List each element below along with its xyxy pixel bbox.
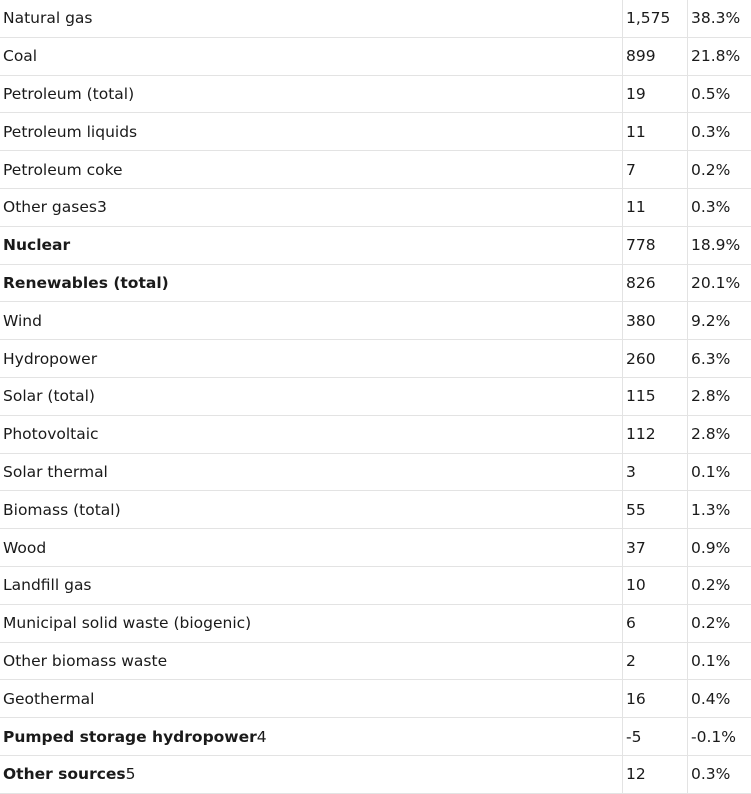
source-label: Wood [3, 539, 46, 557]
value-cell: 778 [623, 226, 688, 264]
source-label: Wind [3, 312, 42, 330]
value-cell: 3 [623, 453, 688, 491]
table-row [0, 529, 751, 567]
source-cell [0, 226, 623, 264]
value-cell: 16 [623, 680, 688, 718]
source-cell [0, 188, 623, 226]
value-cell: 6 [623, 604, 688, 642]
source-cell [0, 529, 623, 567]
value-cell: 1,575 [623, 0, 688, 37]
source-label: Petroleum liquids [3, 123, 137, 141]
share-cell: -0.1% [688, 718, 751, 756]
table-row [0, 755, 751, 793]
share-cell: 0.3% [688, 188, 751, 226]
table-row [0, 377, 751, 415]
table-row [0, 264, 751, 302]
share-cell: 20.1% [688, 264, 751, 302]
value-cell: 37 [623, 529, 688, 567]
table-row [0, 453, 751, 491]
share-cell: 0.5% [688, 75, 751, 113]
source-cell [0, 604, 623, 642]
share-cell: 0.9% [688, 529, 751, 567]
share-cell: 21.8% [688, 37, 751, 75]
table-row [0, 37, 751, 75]
source-label: Other biomass waste [3, 652, 167, 670]
source-label: Petroleum coke [3, 161, 123, 179]
source-label: Municipal solid waste (biogenic) [3, 614, 251, 632]
source-cell [0, 377, 623, 415]
share-cell: 1.3% [688, 491, 751, 529]
share-cell: 2.8% [688, 377, 751, 415]
table-row [0, 566, 751, 604]
share-cell: 0.3% [688, 113, 751, 151]
value-cell: -5 [623, 718, 688, 756]
value-cell: 11 [623, 188, 688, 226]
source-label: Hydropower [3, 350, 97, 368]
value-cell: 7 [623, 151, 688, 189]
source-label: Nuclear [3, 236, 70, 254]
value-cell: 19 [623, 75, 688, 113]
source-cell [0, 340, 623, 378]
source-cell [0, 264, 623, 302]
value-cell: 380 [623, 302, 688, 340]
source-label: Petroleum (total) [3, 85, 134, 103]
table-row [0, 718, 751, 756]
share-cell: 0.1% [688, 642, 751, 680]
value-cell: 2 [623, 642, 688, 680]
table-row [0, 415, 751, 453]
source-label: Solar thermal [3, 463, 108, 481]
source-cell [0, 680, 623, 718]
source-cell [0, 491, 623, 529]
value-cell: 899 [623, 37, 688, 75]
source-cell [0, 75, 623, 113]
table-row [0, 302, 751, 340]
share-cell: 38.3% [688, 0, 751, 37]
table-row [0, 188, 751, 226]
share-cell: 0.2% [688, 566, 751, 604]
value-cell: 260 [623, 340, 688, 378]
value-cell: 112 [623, 415, 688, 453]
source-cell [0, 642, 623, 680]
share-cell: 2.8% [688, 415, 751, 453]
share-cell: 0.4% [688, 680, 751, 718]
footnote-marker: 5 [126, 765, 136, 783]
source-cell [0, 302, 623, 340]
table-row [0, 680, 751, 718]
source-label: Geothermal [3, 690, 94, 708]
source-label: Landfill gas [3, 576, 92, 594]
share-cell: 0.2% [688, 151, 751, 189]
source-label: Pumped storage hydropower [3, 728, 257, 746]
source-label: Photovoltaic [3, 425, 99, 443]
value-cell: 55 [623, 491, 688, 529]
source-label: Biomass (total) [3, 501, 121, 519]
share-cell: 6.3% [688, 340, 751, 378]
share-cell: 0.1% [688, 453, 751, 491]
share-cell: 9.2% [688, 302, 751, 340]
source-cell [0, 151, 623, 189]
value-cell: 826 [623, 264, 688, 302]
table-row [0, 340, 751, 378]
value-cell: 11 [623, 113, 688, 151]
share-cell: 0.3% [688, 755, 751, 793]
source-label: Natural gas [3, 9, 93, 27]
table-row [0, 642, 751, 680]
share-cell: 18.9% [688, 226, 751, 264]
source-cell [0, 453, 623, 491]
source-cell [0, 415, 623, 453]
footnote-marker: 4 [257, 728, 267, 746]
source-cell [0, 566, 623, 604]
share-cell: 0.2% [688, 604, 751, 642]
table-row [0, 75, 751, 113]
value-cell: 12 [623, 755, 688, 793]
source-cell [0, 718, 623, 756]
source-cell [0, 0, 623, 37]
table-row [0, 0, 751, 37]
source-label: Other gases [3, 198, 97, 216]
value-cell: 115 [623, 377, 688, 415]
footnote-marker: 3 [97, 198, 107, 216]
source-label: Solar (total) [3, 387, 95, 405]
table-row [0, 226, 751, 264]
table-row [0, 604, 751, 642]
table-row [0, 491, 751, 529]
value-cell: 10 [623, 566, 688, 604]
table-row [0, 151, 751, 189]
source-cell [0, 113, 623, 151]
source-cell [0, 37, 623, 75]
source-cell [0, 755, 623, 793]
source-label: Other sources [3, 765, 126, 783]
table-row [0, 113, 751, 151]
source-label: Renewables (total) [3, 274, 169, 292]
source-label: Coal [3, 47, 37, 65]
